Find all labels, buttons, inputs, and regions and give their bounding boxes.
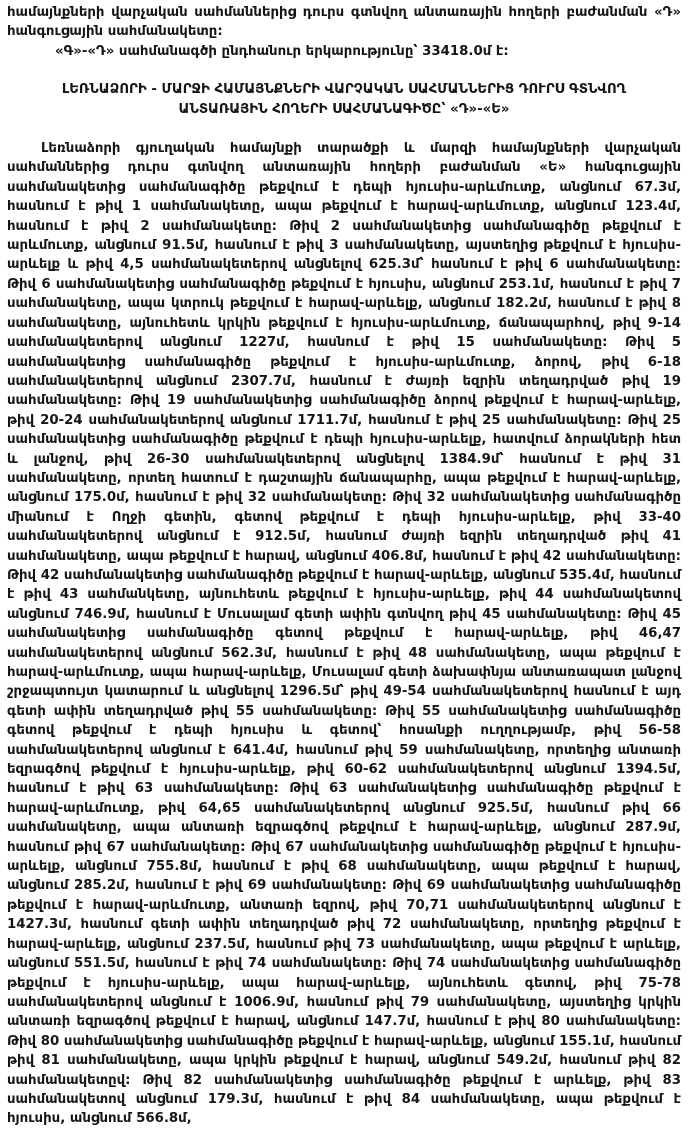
total-length-line: «Գ»-«Դ» սահմանագծի ընդհանուր երկարությունը՝ 33418.0մ է: bbox=[55, 43, 509, 59]
intro-continuation-paragraph: համայնքների վարչական սահմաններից դուրս գտնվող անտառային հողերի բաժանման «Դ» հանգուցային սահմանակետը: bbox=[7, 5, 681, 40]
section-heading-line1: ԼԵՌՆԱՁՈՐԻ - ՄԱՐՋԻ ՀԱՄԱՅՆՔՆԵՐԻ ՎԱՐՉԱԿԱՆ ՍԱՀՄԱՆՆԵՐԻՑ ԴՈՒՐՍ ԳՏՆՎՈՂ bbox=[61, 82, 627, 98]
section-heading bbox=[17, 80, 671, 119]
section-heading-line2: ԱՆՏԱՌԱՅԻՆ ՀՈՂԵՐԻ ՍԱՀՄԱՆԱԳԻԾԸ՝ «Դ»-«Ե» bbox=[178, 101, 510, 117]
boundary-description-paragraph: Լեռնաձորի գյուղական համայնքի տարածքի և մարզի համայնքների վարչական սահմաններից դուրս գտնվող անտառային հողերի բաժանման «Ե» հանգուցային սահմանակետից սահմանագիծը թեքվում է դեպի հյուսիս-արևմուտք, անցնում 67.3մ, հասնում է թիվ 1 սահմանակետը, ապա թեքվում է հարավ-արևմուտք, անցնում 123.4մ, հասնում է թիվ 2 սահմանակետը: Թիվ 2 սահմանակետից սահմանագիծը թեքվում է արևմուտք, անցնում 91.5մ, հասնում է թիվ 3 սահմանակետը, այստեղից թեքվում է հյուսիս-արևելք և թիվ 4,5 սահմանակետերով անցնելով 625.3մ՝ հասնում է թիվ 6 սահմանակետը: Թիվ 6 սահմանակետից սահմանագիծը թեքվում է հյուսիս, անցնում 253.1մ, հասնում է թիվ 7 սահմանակետը, ապա կտրուկ թեքվում է հարավ-արևելք, անցնում 182.2մ, հասնում է թիվ 8 սահմանակետը, այնուհետև կրկին թեքվում է հյուսիս-արևմուտք, ճանապարհով, թիվ 9-14 սահմանակետերով անցնում 1227մ, հասնում է թիվ 15 սահմանակետը: Թիվ 5 սահմանակետից սահմանագիծը թեքվում է հյուսիս-արևմուտք, ձորով, թիվ 6-18 սահմանակետերով անցնում 2307.7մ, հասնում է ժայռի եզրին տեղադրված թիվ 19 սահմանակետը: Թիվ 19 սահմանակետից սահմանագիծը ձորով թեքվում է հարավ-արևելք, թիվ 20-24 սահմանակետերով անցնում 1711.7մ, հասնում է թիվ 25 սահմանակետը: Թիվ 25 սահմանակետից սահմանագիծը թեքվում է դեպի հյուսիս-արևելք, հատվում ձորակների հետ և լանջով, թիվ 26-30 սահմանակետերով անցնելով 1384.9մ՝ հասնում է թիվ 31 սահմանակետը, որտեղ հատում է դաշտային ճանապարհը, ապա թեքվում է հարավ-արևելք, անցնում 175.0մ, հասնում է թիվ 32 սահմանակետը: Թիվ 32 սահմանակետից սահմանագիծը միանում է Ողջի գետին, գետով թեքվում է դեպի հյուսիս-արևելք, թիվ 33-40 սահմանակետերով անցնում է 912.5մ, հասնում ժայռի եզրին տեղադրված թիվ 41 սահմանակետը, ապա թեքվում է հարավ, անցնում 406.8մ, հասնում է թիվ 42 սահմանակետը: Թիվ 42 սահմանակետից սահմանագիծը թեքվում է հարավ-արևելք, անցնում 535.4մ, հասնում է թիվ 43 սահմանկետը, այնուհետև թեքվում է հյուսիս-արևելք, թիվ 44 սահմանակետով անցնում 746.9մ, հասնում է Մուսալամ գետի ափին գտնվող թիվ 45 սահմանակետը: Թիվ 45 սահմանակետից սահմանագիծը գետով թեքվում է հարավ-արևելք, թիվ 46,47 սահմանակետերով անցնում 562.3մ, հասնում է թիվ 48 սահմանակետը, ապա թեքվում է հարավ-արևմուտք, ապա հարավ-արևելք, Մուսալամ գետի ձախափնյա անտառապատ լանջով շրջապտույտ կատարում և անցնելով 1296.5մ՝ թիվ 49-54 սահմանակետերով հասնում է այդ գետի ափին տեղադրված թիվ 55 սահմանակետը: Թիվ 55 սահմանակետից սահմանագիծը գետով թեքվում է դեպի հյուսիս և գետով՝ հոսանքի ուղղությամբ, թիվ 56-58 սահմանակետերով անցնում է 641.4մ, հասնում թիվ 59 սահմանակետը, որտեղից անտառի եզրագծով թեքվում է հյուսիս-արևելք, թիվ 60-62 սահմանակետերով անցնում 1394.5մ, հասնում է թիվ 63 սահմանակետը: Թիվ 63 սահմանակետից սահմանագիծը թեքվում է հարավ-արևմուտք, թիվ 64,65 սահմանակետերով անցնում 925.5մ, հասնում թիվ 66 սահմանակետը, ապա անտառի եզրագծով թեքվում է հարավ-արևելք, անցնում 287.9մ, հասնում թիվ 67 սահմանակետը: Թիվ 67 սահմանակետից սահմանագիծը թեքվում է հյուսիս-արևելք, անցնում 755.8մ, հասնում է թիվ 68 սահմանակետը, ապա թեքվում է հարավ, անցնում 285.2մ, հասնում է թիվ 69 սահմանակետը: Թիվ 69 սահմանակետից սահմանագիծը թեքվում է հարավ-արևմուտք, անտառի եզրով, թիվ 70,71 սահմանակետերով անցնում է 1427.3մ, հասնում գետի ափին տեղադրված թիվ 72 սահմանակետը, որտեղից թեքվում է հարավ-արևելք, անցնում 237.5մ, հասնում թիվ 73 սահմանակետը, ապա թեքվում է արևելք, անցնում 551.5մ, հասնում է թիվ 74 սահմանակետը: Թիվ 74 սահմանակետից սահմանագիծը թեքվում է հյուսիս-արևելք, ապա հարավ-արևելք, այնուհետև գետով, թիվ 75-78 սահմանակետերով անցնում է 1006.9մ, հասնում թիվ 79 սահմանակետը, այստեղից կրկին անտառի եզրագծով թեքվում է հարավ, անցնում 147.7մ, հասնում է թիվ 80 սահմանակետը: Թիվ 80 սահմանակետից սահմանագիծը թեքվում է հարավ-արևելք, անցնում 155.1մ, հասնում թիվ 81 սահմանակետը, ապա կրկին թեքվում է հարավ, անցնում 549.2մ, հասնում թիվ 82 սահմանակետըվ: Թիվ 82 սահմանակետից սահմանագիծը թեքվում է արևելք, թիվ 83 սահմանակետով անցնում 179.3մ, հասնում է թիվ 84 սահմանակետը, ապա թեքվում է հյուսիս, անցնում 566.8մ, bbox=[7, 141, 681, 1127]
